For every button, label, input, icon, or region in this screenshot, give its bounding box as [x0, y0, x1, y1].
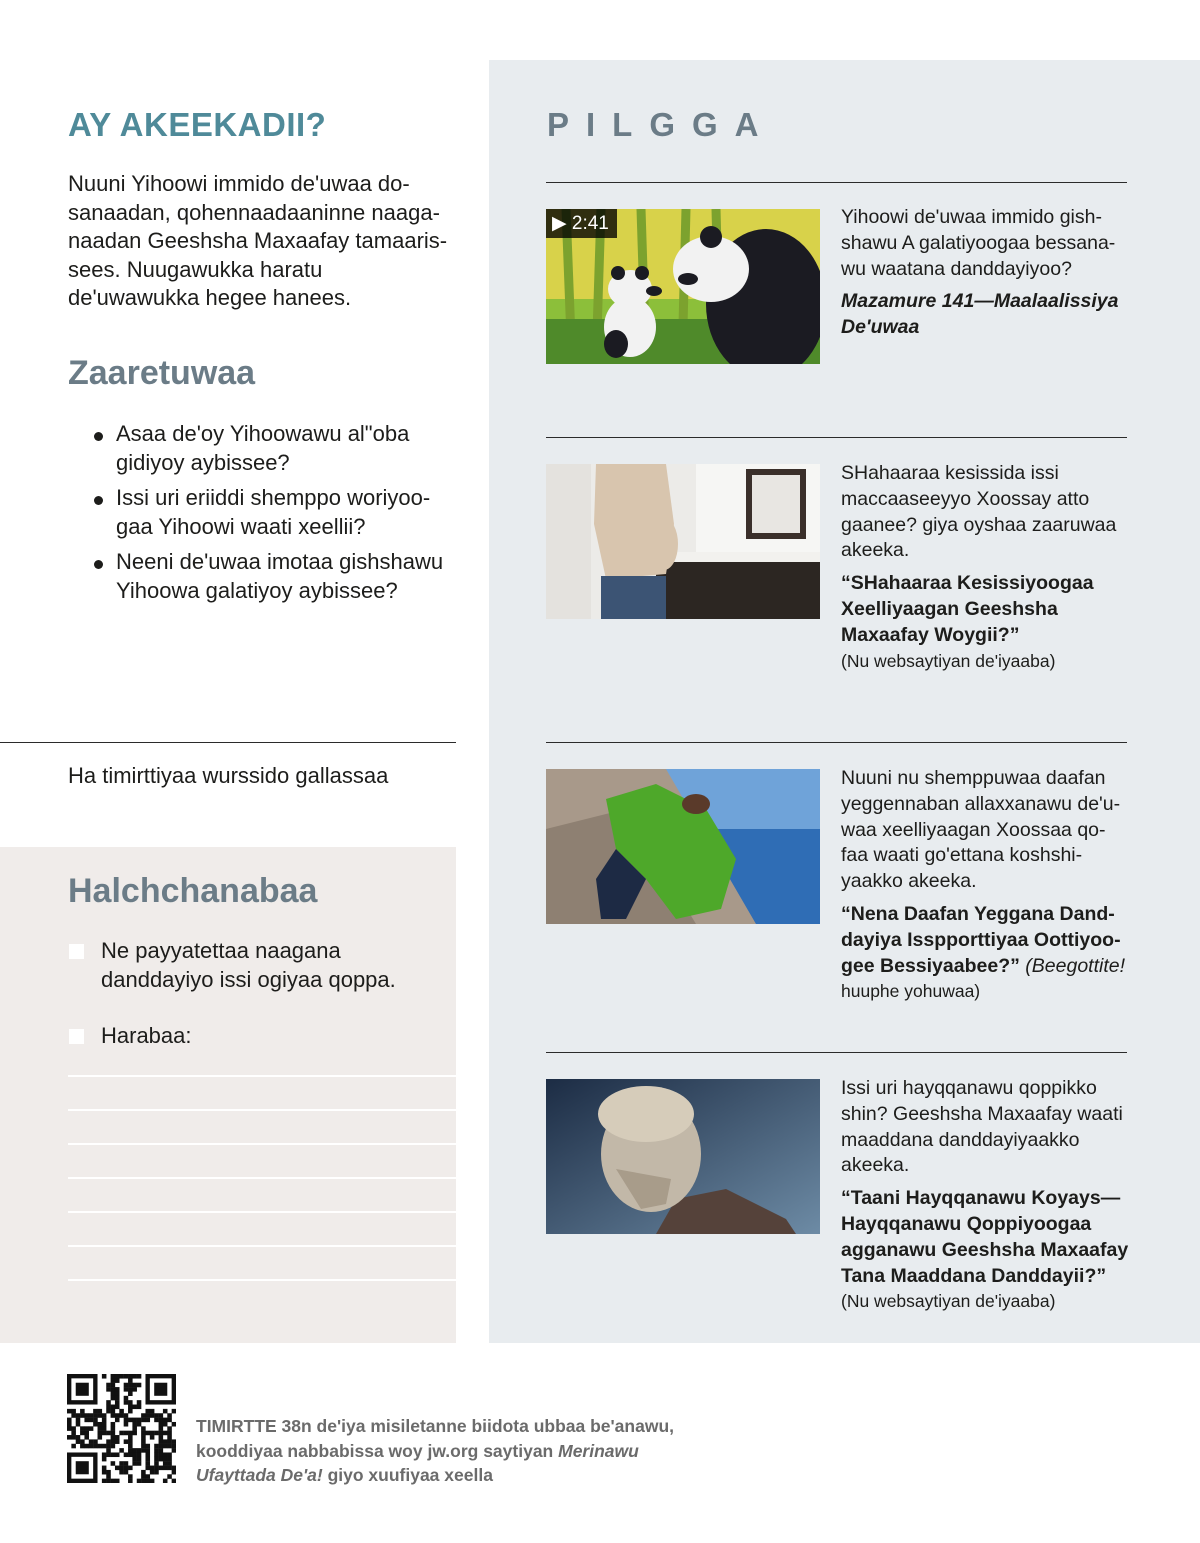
image-thumbnail-climber[interactable] [546, 769, 820, 924]
image-thumbnail-pregnant-woman[interactable] [546, 464, 820, 619]
resource-title-link[interactable]: “Nena Daafan Yeggana Dand-dayiya Isspporttiyaa Oottiyoo-gee Bessiyaabee?” (Beegottite! [841, 902, 1126, 977]
resource-description: SHahaaraa kesissida issi maccaaseeyyo Xoossay atto gaanee? giya oyshaa zaaruwaa akeeka. [841, 462, 1117, 562]
resource-title-link[interactable]: “SHahaaraa Kesissiyoogaa Xeelliyaagan Geeshsha Maxaafay Woygii?” [841, 572, 1094, 646]
write-line[interactable] [68, 1109, 456, 1111]
task-checkbox[interactable] [69, 1029, 84, 1044]
section-title-pilgga: PILGGA [547, 106, 776, 143]
write-line[interactable] [68, 1177, 456, 1179]
review-question: Issi uri eriiddi shemppo woriyoo-gaa Yihoowi waati xeellii? [94, 484, 464, 541]
resource-note: huuphe yohuwaa) [841, 981, 981, 1002]
resource-description: Yihoowi de'uwaa immido gish-shawu A galatiyoogaa bessana-wu waatana danddayiyoo? [841, 206, 1116, 280]
footer-instructions: TIMIRTTE 38n de'iya misiletanne biidota ubbaa be'anawu, kooddiyaa nabbabissa woy jw.org saytiyan Merinawu Ufayttada De'a! giyo xuufiyaa xeella [196, 1416, 674, 1485]
task-panel [0, 847, 456, 1343]
write-line[interactable] [68, 1211, 456, 1213]
task-checkbox[interactable] [69, 944, 84, 959]
intro-paragraph: Nuuni Yihoowi immido de'uwaa do-sanaadan, qohennaadaaninne naaga-naadan Geeshsha Maxaafay tamaaris-sees. Nuugawukka haratu de'uwawukka hegee hanees. [68, 171, 448, 310]
section-title-ay-akeekadii: AY AKEEKADII? [68, 106, 327, 143]
resource-title-link[interactable]: “Taani Hayqqanawu Koyays—Hayqqanawu Qoppiyoogaa agganawu Geeshsha Maxaafay Tana Maaddana Danddayii?” [841, 1187, 1129, 1287]
image-thumbnail-statue[interactable] [546, 1079, 820, 1234]
bullet-icon [94, 496, 103, 505]
divider [546, 742, 1127, 743]
task-title: Halchchanabaa [68, 872, 318, 910]
completion-date-label[interactable]: Ha timirttiyaa wurssido gallassaa [68, 763, 389, 788]
resource-card [841, 1076, 1131, 1314]
bullet-icon [94, 560, 103, 569]
resource-card [841, 766, 1131, 1004]
resource-card [841, 205, 1131, 341]
video-duration-badge: ▶ 2:41 [546, 209, 617, 238]
review-questions-list [94, 420, 464, 612]
resource-note: (Nu websaytiyan de'iyaaba) [841, 1291, 1056, 1312]
resource-description: Nuuni nu shemppuwaa daafan yeggennaban allaxxanawu de'u-waa xeelliyaagan Xoossaa qo-faa waati go'ettana koshshi-yaakko akeeka. [841, 767, 1121, 893]
qr-code-icon[interactable] [67, 1374, 176, 1483]
resource-description: Issi uri hayqqanawu qoppikko shin? Geeshsha Maxaafay waati maaddana danddayiyaakko akeeka. [841, 1077, 1123, 1177]
task-label: Ne payyatettaa naagana danddayiyo issi ogiyaa qoppa. [101, 938, 396, 992]
divider [546, 1052, 1127, 1053]
write-line[interactable] [68, 1075, 456, 1077]
resource-title-link[interactable]: Mazamure 141—Maalaalissiya De'uwaa [841, 290, 1119, 339]
divider [0, 742, 456, 743]
resource-card [841, 461, 1131, 674]
task-label: Harabaa: [101, 1023, 192, 1048]
review-title: Zaaretuwaa [68, 354, 256, 392]
video-thumbnail-pandas[interactable] [546, 209, 820, 364]
divider [546, 182, 1127, 183]
write-line[interactable] [68, 1245, 456, 1247]
review-question: Asaa de'oy Yihoowawu al"oba gidiyoy aybissee? [94, 420, 464, 477]
resource-note: (Nu websaytiyan de'iyaaba) [841, 650, 1056, 671]
write-line[interactable] [68, 1279, 456, 1281]
bullet-icon [94, 432, 103, 441]
write-line[interactable] [68, 1143, 456, 1145]
divider [546, 437, 1127, 438]
review-question: Neeni de'uwaa imotaa gishshawu Yihoowa galatiyoy aybissee? [94, 548, 464, 605]
